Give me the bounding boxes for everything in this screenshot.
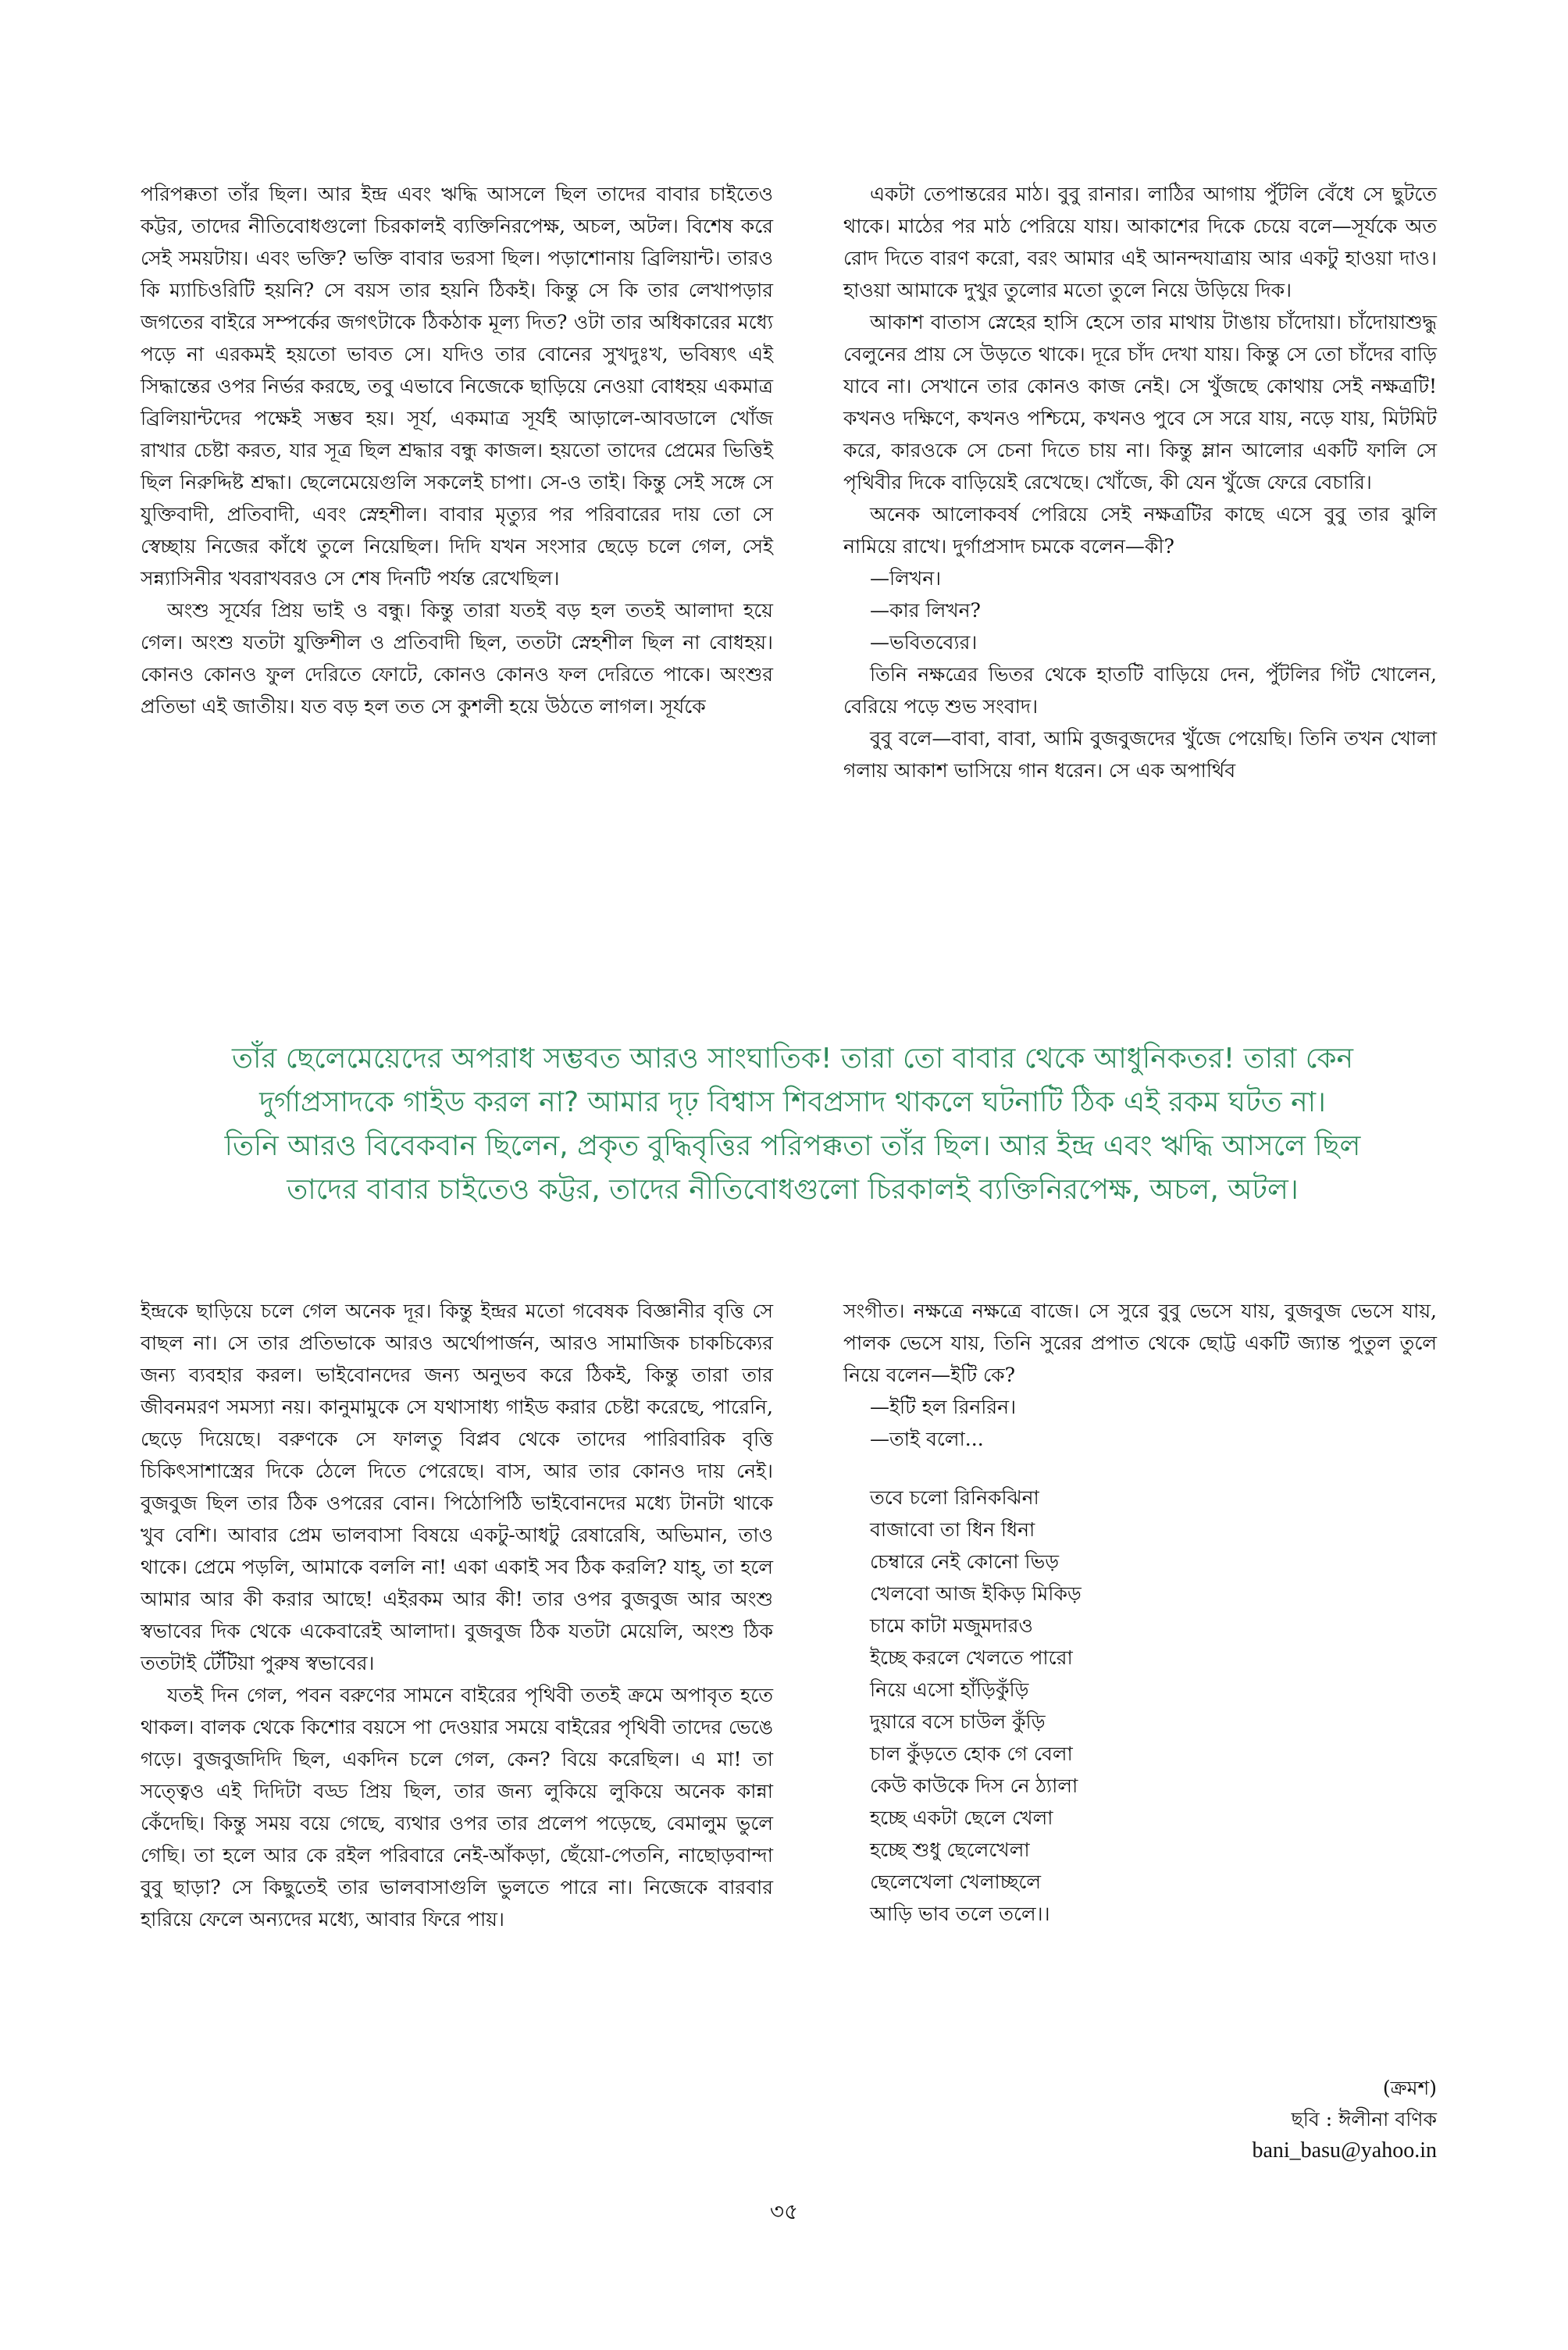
poem-line: হচ্ছে শুধু ছেলেখেলা <box>870 1838 1030 1861</box>
dialogue-line: —কার লিখন? <box>870 599 981 622</box>
article-column-top-right <box>843 178 1437 786</box>
poem <box>843 1482 1437 1930</box>
poem-line: খেলবো আজ ইকিড় মিকিড় <box>870 1582 1082 1605</box>
poem-line: কেউ কাউকে দিস নে ঠ্যালা <box>870 1774 1078 1797</box>
pull-quote-line: তাদের বাবার চাইতেও কট্টর, তাদের নীতিবোধগুলো চিরকালই ব্যক্তিনিরপেক্ষ, অচল, অটল। <box>287 1174 1299 1206</box>
illustration-credit: ছবি : ঈলীনা বণিক <box>1291 2108 1437 2131</box>
paragraph: অংশু সূর্যের প্রিয় ভাই ও বন্ধু। কিন্তু তারা যতই বড় হল ততই আলাদা হয়ে গেল। অংশু যতটা যুক্তিশীল ও প্রতিবাদী ছিল, ততটা স্নেহশীল ছিল না বোধহয়। কোনও কোনও ফুল দেরিতে ফোটে, কোনও কোনও ফল দেরিতে পাকে। অংশুর প্রতিভা এই জাতীয়। যত বড় হল তত সে কুশলী হয়ে উঠতে লাগল। সূর্যকে <box>141 599 773 718</box>
poem-line: আড়ি ভাব তলে তলে।। <box>870 1902 1050 1925</box>
poem-line: নিয়ে এসো হাঁড়িকুঁড়ি <box>870 1678 1029 1701</box>
article-column-bottom-left <box>141 1295 773 1935</box>
page-number: ৩৫ <box>769 2198 799 2224</box>
poem-line: চাল কুঁড়তে হোক গে বেলা <box>870 1742 1073 1765</box>
poem-line: দুয়ারে বসে চাউল কুঁড়ি <box>870 1710 1046 1733</box>
poem-line: চেম্বারে নেই কোনো ভিড় <box>870 1550 1060 1573</box>
dialogue-line: —তাই বলো... <box>870 1428 984 1450</box>
dialogue-line: —ইটি হল রিনরিন। <box>870 1396 1017 1418</box>
poem-line: ইচ্ছে করলে খেলতে পারো <box>870 1646 1073 1669</box>
pull-quote-line: তাঁর ছেলেমেয়েদের অপরাধ সম্ভবত আরও সাংঘাতিক! তারা তো বাবার থেকে আধুনিকতর! তারা কেন <box>232 1043 1353 1075</box>
dialogue-line: —ভবিতব্যের। <box>870 631 978 654</box>
author-email[interactable]: bani_basu@yahoo.in <box>1252 2138 1437 2163</box>
paragraph: সংগীত। নক্ষত্রে নক্ষত্রে বাজে। সে সুরে বুবু ভেসে যায়, বুজবুজ ভেসে যায়, পালক ভেসে যায়, তিনি সুরের প্রপাত থেকে ছোট্ট একটি জ্যান্ত পুতুল তুলে নিয়ে বলেন—ইটি কে? <box>843 1300 1437 1386</box>
pull-quote-line: তিনি আরও বিবেকবান ছিলেন, প্রকৃত বুদ্ধিবৃত্তির পরিপক্কতা তাঁর ছিল। আর ইন্দ্র এবং ঋদ্ধি আসলে ছিল <box>224 1130 1361 1162</box>
poem-line: হচ্ছে একটা ছেলে খেলা <box>870 1806 1053 1829</box>
paragraph: একটা তেপান্তরের মাঠ। বুবু রানার। লাঠির আগায় পুঁটলি বেঁধে সে ছুটতে থাকে। মাঠের পর মাঠ পেরিয়ে যায়। আকাশের দিকে চেয়ে বলে—সূর্যকে অত রোদ দিতে বারণ করো, বরং আমার এই আনন্দযাত্রায় আর একটু হাওয়া দাও। হাওয়া আমাকে দুখুর তুলোর মতো তুলে নিয়ে উড়িয়ে দিক। <box>843 183 1437 301</box>
pull-quote <box>133 1037 1452 1212</box>
paragraph: অনেক আলোকবর্ষ পেরিয়ে সেই নক্ষত্রটির কাছে এসে বুবু তার ঝুলি নামিয়ে রাখে। দুর্গাপ্রসাদ চমকে বলেন—কী? <box>843 503 1437 558</box>
paragraph: পরিপক্কতা তাঁর ছিল। আর ইন্দ্র এবং ঋদ্ধি আসলে ছিল তাদের বাবার চাইতেও কট্টর, তাদের নীতিবোধগুলো চিরকালই ব্যক্তিনিরপেক্ষ, অচল, অটল। বিশেষ করে সেই সময়টায়। এবং ভক্তি? ভক্তি বাবার ভরসা ছিল। পড়াশোনায় ব্রিলিয়ান্ট। তারও কি ম্যাচিওরিটি হয়নি? সে বয়স তার হয়নি ঠিকই। কিন্তু সে কি তার লেখাপড়ার জগতের বাইরে সম্পর্কের জগৎটাকে ঠিকঠাক মূল্য দিত? ওটা তার অধিকারের মধ্যে পড়ে না এরকমই হয়তো ভাবত সে। যদিও তার বোনের সুখদুঃখ, ভবিষ্যৎ এই সিদ্ধান্তের ওপর নির্ভর করছে, তবু এভাবে নিজেকে ছাড়িয়ে নেওয়া বোধহয় একমাত্র ব্রিলিয়ান্টদের পক্ষেই সম্ভব হয়। সূর্য, একমাত্র সূর্যই আড়ালে-আবডালে খোঁজ রাখার চেষ্টা করত, যার সূত্র ছিল শ্রদ্ধার বন্ধু কাজল। হয়তো তাদের প্রেমের ভিত্তিই ছিল নিরুদ্দিষ্ট শ্রদ্ধা। ছেলেমেয়েগুলি সকলেই চাপা। সে-ও তাই। কিন্তু সেই সঙ্গে সে যুক্তিবাদী, প্রতিবাদী, এবং স্নেহশীল। বাবার মৃত্যুর পর পরিবারের দায় তো সে স্বেচ্ছায় নিজের কাঁধে তুলে নিয়েছিল। দিদি যখন সংসার ছেড়ে চলে গেল, সেই সন্ন্যাসিনীর খবরাখবরও সে শেষ দিনটি পর্যন্ত রেখেছিল। <box>141 183 773 590</box>
pull-quote-line: দুর্গাপ্রসাদকে গাইড করল না? আমার দৃঢ় বিশ্বাস শিবপ্রসাদ থাকলে ঘটনাটি ঠিক এই রকম ঘটত না। <box>259 1086 1326 1118</box>
dialogue-line: —লিখন। <box>870 567 942 590</box>
paragraph: তিনি নক্ষত্রের ভিতর থেকে হাতটি বাড়িয়ে দেন, পুঁটলির গিঁট খোলেন, বেরিয়ে পড়ে শুভ সংবাদ। <box>843 663 1437 718</box>
paragraph: যতই দিন গেল, পবন বরুণের সামনে বাইরের পৃথিবী ততই ক্রমে অপাবৃত হতে থাকল। বালক থেকে কিশোর বয়সে পা দেওয়ার সময়ে বাইরের পৃথিবী তাদের ভেঙে গড়ে। বুজবুজদিদি ছিল, একদিন চলে গেল, কেন? বিয়ে করেছিল। এ মা! তা সত্ত্বেও এই দিদিটা বড্ড প্রিয় ছিল, তার জন্য লুকিয়ে লুকিয়ে অনেক কান্না কেঁদেছি। কিন্তু সময় বয়ে গেছে, ব্যথার ওপর তার প্রলেপ পড়েছে, বেমালুম ভুলে গেছি। তা হলে আর কে রইল পরিবারে নেই-আঁকড়া, ছেঁয়ো-পেতনি, নাছোড়বান্দা বুবু ছাড়া? সে কিছুতেই তার ভালবাসাগুলি ভুলতে পারে না। নিজেকে বারবার হারিয়ে ফেলে অন্যদের মধ্যে, আবার ফিরে পায়। <box>141 1684 773 1931</box>
paragraph: ইন্দ্রকে ছাড়িয়ে চলে গেল অনেক দূর। কিন্তু ইন্দ্রর মতো গবেষক বিজ্ঞানীর বৃত্তি সে বাছল না। সে তার প্রতিভাকে আরও অর্থোপার্জন, আরও সামাজিক চাকচিক্যের জন্য ব্যবহার করল। ভাইবোনদের জন্য অনুভব করে ঠিকই, কিন্তু তারা তার জীবনমরণ সমস্যা নয়। কানুমামুকে সে যথাসাধ্য গাইড করার চেষ্টা করেছে, পারেনি, ছেড়ে দিয়েছে। বরুণকে সে ফালতু বিপ্লব থেকে তাদের পারিবারিক বৃত্তি চিকিৎসাশাস্ত্রের দিকে ঠেলে দিতে পেরেছে। বাস, আর তার কোনও দায় নেই। বুজবুজ ছিল তার ঠিক ওপরের বোন। পিঠোপিঠি ভাইবোনদের মধ্যে টানটা থাকে খুব বেশি। আবার প্রেম ভালবাসা বিষয়ে একটু-আধটু রেষারেষি, অভিমান, তাও থাকে। প্রেমে পড়লি, আমাকে বললি না! একা একাই সব ঠিক করলি? যাহ্, তা হলে আমার আর কী করার আছে! এইরকম আর কী! তার ওপর বুজবুজ আর অংশু স্বভাবের দিক থেকে একেবারেই আলাদা। বুজবুজ ঠিক যতটা মেয়েলি, অংশু ঠিক ততটাই টেঁটিয়া পুরুষ স্বভাবের। <box>141 1300 773 1674</box>
poem-line: বাজাবো তা ধিন ধিনা <box>870 1518 1035 1541</box>
poem-line: ছেলেখেলা খেলাচ্ছলে <box>870 1870 1042 1893</box>
article-column-bottom-right <box>843 1295 1437 1930</box>
continued-note: (ক্রমশ) <box>1382 2077 1437 2099</box>
paragraph: আকাশ বাতাস স্নেহের হাসি হেসে তার মাথায় টাঙায় চাঁদোয়া। চাঁদোয়াশুদ্ধু বেলুনের প্রায় সে উড়তে থাকে। দূরে চাঁদ দেখা যায়। কিন্তু সে তো চাঁদের বাড়ি যাবে না। সেখানে তার কোনও কাজ নেই। সে খুঁজছে কোথায় সেই নক্ষত্রটি! কখনও দক্ষিণে, কখনও পশ্চিমে, কখনও পুবে সে সরে যায়, নড়ে যায়, মিটমিট করে, কারওকে সে চেনা দিতে চায় না। কিন্তু ম্লান আলোর একটি ফালি সে পৃথিবীর দিকে বাড়িয়েই রেখেছে। খোঁজে, কী যেন খুঁজে ফেরে বেচারি। <box>843 311 1437 494</box>
byline <box>1252 2073 1437 2166</box>
poem-line: তবে চলো রিনিকঝিনা <box>870 1486 1039 1509</box>
poem-line: চামে কাটা মজুমদারও <box>870 1614 1033 1637</box>
paragraph: বুবু বলে—বাবা, বাবা, আমি বুজবুজদের খুঁজে পেয়েছি। তিনি তখন খোলা গলায় আকাশ ভাসিয়ে গান ধরেন। সে এক অপার্থিব <box>843 727 1437 782</box>
article-column-top-left <box>141 178 773 722</box>
